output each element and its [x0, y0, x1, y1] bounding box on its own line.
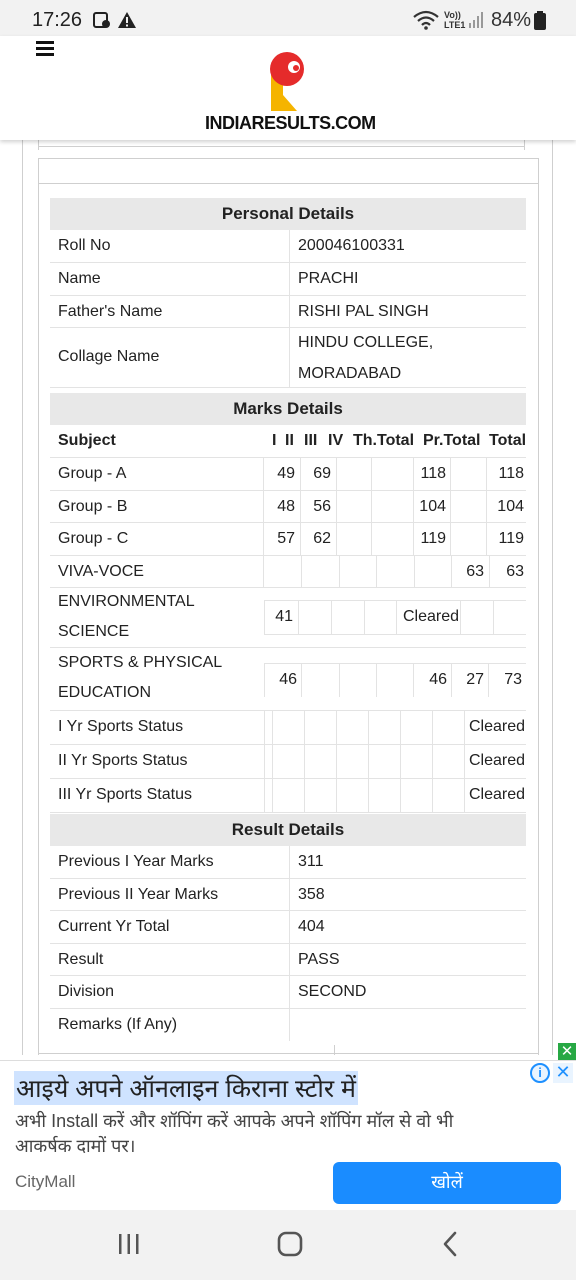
mark-th-total: 104	[419, 498, 446, 515]
mark-ii: 56	[313, 498, 331, 515]
sports-status-row	[50, 745, 526, 779]
personal-label: Roll No	[58, 237, 111, 254]
result-details-heading: Result Details	[50, 814, 526, 846]
marks-row-environmental	[50, 588, 526, 648]
personal-label: Father's Name	[58, 303, 163, 320]
subject-name-line2: EDUCATION	[58, 684, 152, 701]
marks-header-row	[50, 425, 526, 458]
col-iii: III	[304, 432, 318, 449]
col-iv: IV	[328, 432, 344, 449]
subject-name-line1: SPORTS & PHYSICAL	[58, 654, 223, 671]
result-label: Previous II Year Marks	[58, 886, 219, 903]
marks-row-sports	[50, 650, 526, 711]
result-label: Division	[58, 983, 115, 1000]
mark-pr-total: 63	[466, 563, 484, 580]
volte-label: Vo))	[444, 10, 461, 20]
result-label: Result	[58, 951, 104, 968]
result-value: SECOND	[298, 983, 367, 1000]
sports-status-row	[50, 779, 526, 813]
personal-row-name	[50, 263, 526, 296]
result-page	[0, 140, 576, 1060]
mark-total: 63	[506, 563, 524, 580]
personal-value: RISHI PAL SINGH	[298, 303, 429, 320]
sports-status-row	[50, 711, 526, 745]
mark-total: 119	[498, 530, 524, 547]
wifi-icon	[413, 10, 439, 30]
logo-text: INDIARESULTS.COM	[205, 113, 376, 133]
warning-icon	[117, 10, 137, 30]
mark-i: 57	[277, 530, 295, 547]
marks-row-group-c	[50, 523, 526, 556]
mark-total: 118	[498, 465, 524, 482]
recent-apps-icon[interactable]	[116, 1232, 142, 1256]
result-value: 311	[298, 853, 324, 870]
logo-mark-icon	[267, 49, 309, 113]
signal-icon	[467, 10, 487, 30]
site-logo[interactable]	[205, 49, 375, 133]
status-bar	[0, 0, 576, 40]
personal-details-heading: Personal Details	[50, 198, 526, 230]
ad-body: अभी Install करें और शॉपिंग करें आपके अपने शॉपिंग मॉल से वो भी आकर्षक दामों पर।	[15, 1111, 454, 1156]
ad-title[interactable]: आइये अपने ऑनलाइन किराना स्टोर में	[14, 1071, 358, 1105]
personal-value-line2: MORADABAD	[298, 365, 402, 382]
home-icon[interactable]	[276, 1231, 304, 1257]
marks-details-heading: Marks Details	[50, 393, 526, 425]
env-cells	[264, 600, 526, 635]
battery-icon	[533, 10, 547, 30]
result-row	[50, 879, 526, 911]
result-label: Previous I Year Marks	[58, 853, 214, 870]
personal-value-line1: HINDU COLLEGE,	[298, 334, 434, 351]
result-row	[50, 1009, 526, 1041]
personal-value: PRACHI	[298, 270, 359, 287]
result-row	[50, 911, 526, 944]
mark-ii: 69	[313, 465, 331, 482]
col-total: Total	[489, 432, 527, 449]
result-label: Remarks (If Any)	[58, 1016, 178, 1033]
result-row	[50, 976, 526, 1009]
sports-status-label: I Yr Sports Status	[58, 718, 184, 735]
mark-i: 46	[279, 671, 297, 688]
subject-name: VIVA-VOCE	[58, 563, 144, 580]
subject-name: Group - A	[58, 465, 127, 482]
result-value: 404	[298, 918, 325, 935]
site-header	[0, 36, 576, 140]
sports-status-value: Cleared	[469, 752, 526, 769]
ad-open-button[interactable]: खोलें	[333, 1162, 561, 1204]
mark-i: 49	[277, 465, 295, 482]
back-icon[interactable]	[440, 1231, 460, 1257]
sports-status-label: III Yr Sports Status	[58, 786, 192, 803]
subject-name: Group - B	[58, 498, 128, 515]
mark-th-total: 46	[429, 671, 447, 688]
marks-row-viva	[50, 556, 526, 588]
sports-status-value: Cleared	[469, 718, 526, 735]
ad-close-icon[interactable]: ✕	[553, 1063, 573, 1083]
system-nav-bar	[0, 1210, 576, 1280]
personal-row-roll	[50, 230, 526, 263]
ad-dismiss-icon[interactable]: ✕	[558, 1043, 576, 1060]
personal-row-father	[50, 296, 526, 328]
result-row	[50, 846, 526, 879]
result-row	[50, 944, 526, 976]
menu-icon[interactable]	[36, 41, 54, 57]
result-value: 358	[298, 886, 325, 903]
mark-i: 48	[277, 498, 295, 515]
personal-value: 200046100331	[298, 237, 405, 254]
col-pr-total: Pr.Total	[423, 432, 481, 449]
subject-name: Group - C	[58, 530, 129, 547]
ad-brand: CityMall	[15, 1172, 76, 1191]
volte-indicator	[444, 10, 465, 30]
env-status: Cleared	[403, 608, 460, 625]
mark-i: 41	[275, 608, 293, 625]
subject-name-line1: ENVIRONMENTAL	[58, 593, 195, 610]
col-ii: II	[285, 432, 294, 449]
mark-total: 73	[504, 671, 522, 688]
personal-row-college	[50, 328, 526, 388]
col-th-total: Th.Total	[353, 432, 415, 449]
personal-label: Name	[58, 270, 101, 287]
col-subject: Subject	[58, 432, 116, 449]
marks-row-group-b	[50, 491, 526, 523]
battery-percent: 84%	[491, 9, 532, 31]
mark-ii: 62	[313, 530, 331, 547]
mark-th-total: 119	[420, 530, 446, 547]
mark-th-total: 118	[420, 465, 446, 482]
col-i: I	[272, 432, 277, 449]
result-value: PASS	[298, 951, 340, 968]
status-time: 17:26	[32, 9, 83, 31]
sports-cells	[264, 663, 526, 697]
personal-label: Collage Name	[58, 348, 160, 365]
mark-total: 104	[497, 498, 524, 515]
sports-status-label: II Yr Sports Status	[58, 752, 188, 769]
ad-info-icon[interactable]: i	[530, 1063, 550, 1083]
lte-label: LTE1	[444, 20, 466, 30]
sports-status-value: Cleared	[469, 786, 526, 803]
subject-name-line2: SCIENCE	[58, 623, 130, 640]
marks-row-group-a	[50, 458, 526, 491]
ad-banner[interactable]	[0, 1043, 576, 1210]
mark-pr-total: 27	[466, 671, 484, 688]
result-label: Current Yr Total	[58, 918, 170, 935]
screenshot-icon	[92, 10, 112, 30]
